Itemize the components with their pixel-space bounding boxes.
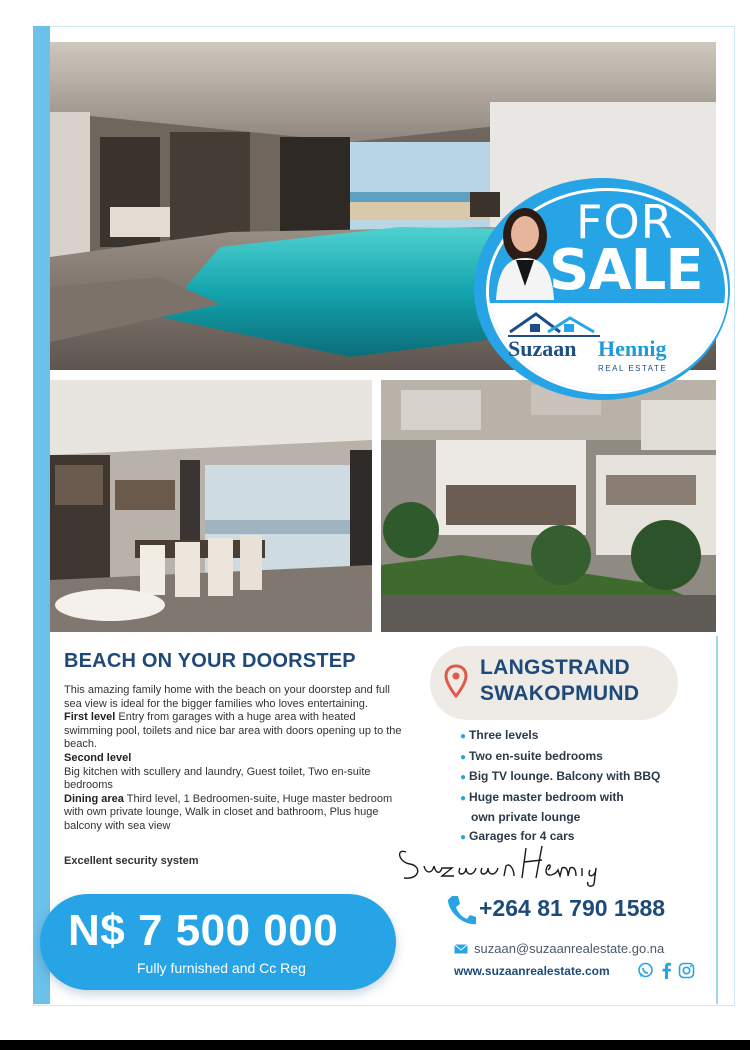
bullet-icon: ●: [460, 751, 467, 763]
dining-area-text: Third level, 1 Bedroomen-suite, Huge master bedroom with own private lounge, Walk in closet and bathroom, Plus huge balcony with sea view: [64, 792, 393, 832]
feature-list: [460, 726, 660, 847]
mail-icon: [454, 944, 468, 954]
feature-item: ● Three levels: [460, 728, 539, 742]
bullet-icon: ●: [460, 792, 467, 804]
brand-subtitle: REAL ESTATE: [598, 364, 668, 373]
headline: BEACH ON YOUR DOORSTEP: [64, 650, 356, 672]
agent-signature: [396, 840, 612, 888]
feature-item: ● Big TV lounge. Balcony with BBQ: [460, 769, 661, 783]
bullet-icon: ●: [460, 731, 467, 742]
facebook-icon[interactable]: [658, 962, 675, 979]
phone-number[interactable]: +264 81 790 1588: [479, 895, 666, 921]
dining-room-photo: [50, 380, 372, 632]
first-level-text: Entry from garages with a huge area with heated swimming pool, toilets and nice bar area with doors opening up to the beach.: [64, 711, 402, 751]
feature-item: ● Huge master bedroom with: [460, 789, 624, 804]
instagram-icon[interactable]: [678, 962, 695, 979]
bullet-icon: ●: [460, 831, 467, 843]
second-level-label: Second level: [64, 751, 132, 764]
map-pin-icon: [444, 664, 468, 698]
first-level-label: First level: [64, 711, 116, 724]
brand-name-first: Suzaan: [508, 336, 577, 361]
phone-icon: [446, 894, 476, 926]
location-area: LANGSTRAND: [480, 656, 630, 679]
right-accent-rule: [716, 636, 718, 1004]
bottom-black-bar: [0, 1040, 750, 1050]
website-link[interactable]: www.suzaanrealestate.com: [454, 964, 610, 978]
feature-item: ● Two en-suite bedrooms: [460, 748, 603, 763]
property-description: [64, 684, 404, 834]
email-address[interactable]: suzaan@suzaanrealestate.go.na: [474, 941, 665, 956]
price-note: Fully furnished and Cc Reg: [137, 960, 306, 976]
dining-area-label: Dining area: [64, 792, 124, 805]
feature-item-continued: own private lounge: [471, 810, 581, 824]
aerial-house-photo: [381, 380, 716, 632]
location-town: SWAKOPMUND: [480, 682, 640, 705]
left-accent-strip: [33, 26, 50, 1004]
brand-name-second: Hennig: [598, 336, 667, 361]
bullet-icon: ●: [460, 772, 467, 783]
price-amount: N$ 7 500 000: [68, 906, 339, 955]
security-note: Excellent security system: [64, 855, 199, 867]
whatsapp-icon[interactable]: [637, 962, 654, 979]
for-label: FOR: [576, 195, 674, 249]
feature-item: ● Garages for 4 cars: [460, 828, 575, 843]
description-intro: This amazing family home with the beach on your doorstep and full sea view is ideal for the bigger families who loves entertaining.: [64, 684, 390, 710]
sale-label: SALE: [549, 238, 703, 303]
second-level-text: Big kitchen with scullery and laundry, Guest toilet, Two en-suite bedrooms: [64, 765, 371, 792]
